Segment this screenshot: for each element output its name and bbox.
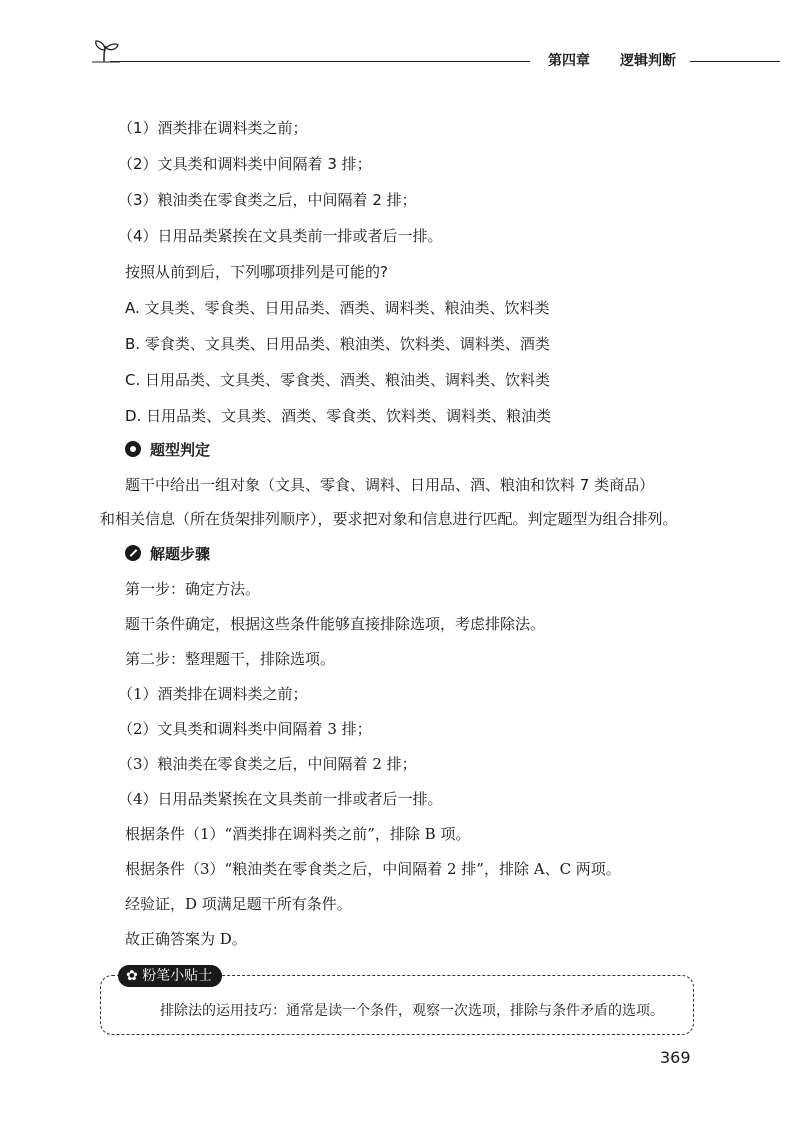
solution-line-8: 根据条件（1）“酒类排在调料类之前”，排除 B 项。 bbox=[125, 825, 471, 843]
tip-text: 排除法的运用技巧：通常是读一个条件，观察一次选项，排除与条件矛盾的选项。 bbox=[160, 1003, 664, 1019]
condition-1: （1）酒类排在调料类之前； bbox=[118, 119, 308, 137]
solution-line-5: （2）文具类和调料类中间隔着 3 排； bbox=[118, 720, 372, 738]
chapter-label: 第四章 bbox=[548, 53, 590, 69]
condition-4: （4）日用品类紧挨在文具类前一排或者后一排。 bbox=[118, 227, 443, 245]
condition-2: （2）文具类和调料类中间隔着 3 排； bbox=[118, 155, 372, 173]
solution-line-3: 第二步：整理题干，排除选项。 bbox=[125, 650, 336, 668]
solution-line-7: （4）日用品类紧挨在文具类前一排或者后一排。 bbox=[118, 790, 443, 808]
option-c: C. 日用品类、文具类、零食类、酒类、粮油类、调料类、饮料类 bbox=[125, 371, 551, 389]
solution-line-6: （3）粮油类在零食类之后，中间隔着 2 排； bbox=[118, 755, 417, 773]
sprout-icon: ✿ bbox=[126, 968, 143, 984]
type-judgment-line-1: 题干中给出一组对象（文具、零食、调料、日用品、酒、粮油和饮料 7 类商品） bbox=[125, 476, 655, 494]
question-text: 按照从前到后，下列哪项排列是可能的? bbox=[125, 263, 388, 281]
option-a: A. 文具类、零食类、日用品类、酒类、调料类、粮油类、饮料类 bbox=[125, 299, 550, 317]
type-judgment-line-2: 和相关信息（所在货架排列顺序），要求把对象和信息进行匹配。判定题型为组合排列。 bbox=[100, 510, 678, 528]
solution-title: 解题步骤 bbox=[150, 545, 211, 563]
gear-icon bbox=[125, 441, 141, 457]
type-judgment-title: 题型判定 bbox=[150, 441, 211, 459]
page-number: 369 bbox=[660, 1048, 691, 1067]
solution-line-2: 题干条件确定，根据这些条件能够直接排除选项，考虑排除法。 bbox=[125, 615, 546, 633]
option-b: B. 零食类、文具类、日用品类、粮油类、饮料类、调料类、酒类 bbox=[125, 335, 550, 353]
solution-line-10: 经验证，D 项满足题干所有条件。 bbox=[125, 895, 352, 913]
solution-line-1: 第一步：确定方法。 bbox=[125, 580, 261, 598]
section-label: 逻辑判断 bbox=[620, 53, 676, 69]
solution-line-4: （1）酒类排在调料类之前； bbox=[118, 685, 308, 703]
solution-line-9: 根据条件（3）“粮油类在零食类之后，中间隔着 2 排”，排除 A、C 两项。 bbox=[125, 860, 621, 878]
option-d: D. 日用品类、文具类、酒类、零食类、饮料类、调料类、粮油类 bbox=[125, 407, 552, 425]
condition-3: （3）粮油类在零食类之后，中间隔着 2 排； bbox=[118, 191, 417, 209]
solution-line-11: 故正确答案为 D。 bbox=[125, 930, 247, 948]
tip-badge bbox=[118, 965, 222, 987]
tip-badge-label: 粉笔小贴士 bbox=[142, 968, 213, 984]
pencil-icon bbox=[125, 545, 141, 561]
